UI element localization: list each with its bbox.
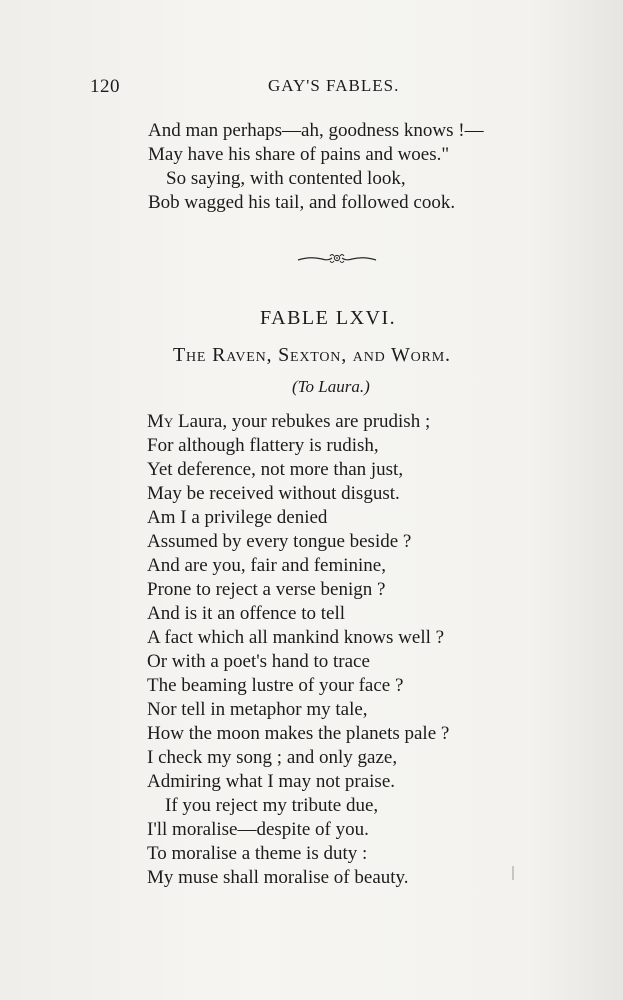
verse-line: Prone to reject a verse benign ? [147, 579, 386, 600]
verse-line: A fact which all mankind knows well ? [147, 627, 445, 648]
verse-line: To moralise a theme is duty : [147, 843, 368, 864]
fable-number: FABLE LXVI. [260, 307, 397, 329]
verse-line: How the moon makes the planets pale ? [147, 723, 450, 744]
verse-line: Am I a privilege denied [147, 507, 328, 528]
verse-line-text: Laura, your rebukes are prudish ; [173, 411, 431, 432]
previous-fable-ending [148, 119, 484, 215]
verse-line: Yet deference, not more than just, [147, 459, 404, 480]
verse-line: Admiring what I may not praise. [147, 771, 396, 792]
verse-line: Nor tell in metaphor my tale, [147, 699, 368, 720]
verse-line: For although flattery is rudish, [147, 435, 379, 456]
dedication: (To Laura.) [292, 377, 370, 396]
verse-line: The beaming lustre of your face ? [147, 675, 404, 696]
page-number: 120 [90, 76, 120, 97]
verse-line: My muse shall moralise of beauty. [147, 867, 409, 888]
verse-line: If you reject my tribute due, [165, 795, 379, 816]
verse-line: May be received without disgust. [147, 483, 400, 504]
verse-line: Bob wagged his tail, and followed cook. [148, 192, 456, 213]
verse-line [147, 410, 449, 434]
verse-line: I'll moralise—despite of you. [147, 819, 369, 840]
verse-line: I check my song ; and only gaze, [147, 747, 398, 768]
fable-verse [147, 410, 449, 890]
verse-line: And man perhaps—ah, goodness knows !— [148, 120, 484, 141]
page-header [90, 76, 536, 102]
verse-line: So saying, with contented look, [166, 168, 406, 189]
verse-line: Assumed by every tongue beside ? [147, 531, 412, 552]
verse-line: And is it an offence to tell [147, 603, 346, 624]
first-word: My [147, 411, 174, 432]
verse-line: And are you, fair and feminine, [147, 555, 386, 576]
verse-line: May have his share of pains and woes." [148, 144, 450, 165]
verse-line: Or with a poet's hand to trace [147, 651, 370, 672]
ornament-divider [296, 252, 378, 266]
running-head: GAY'S FABLES. [268, 76, 400, 95]
fable-title: The Raven, Sexton, and Worm. [173, 344, 451, 366]
paper-blemish [512, 866, 514, 880]
